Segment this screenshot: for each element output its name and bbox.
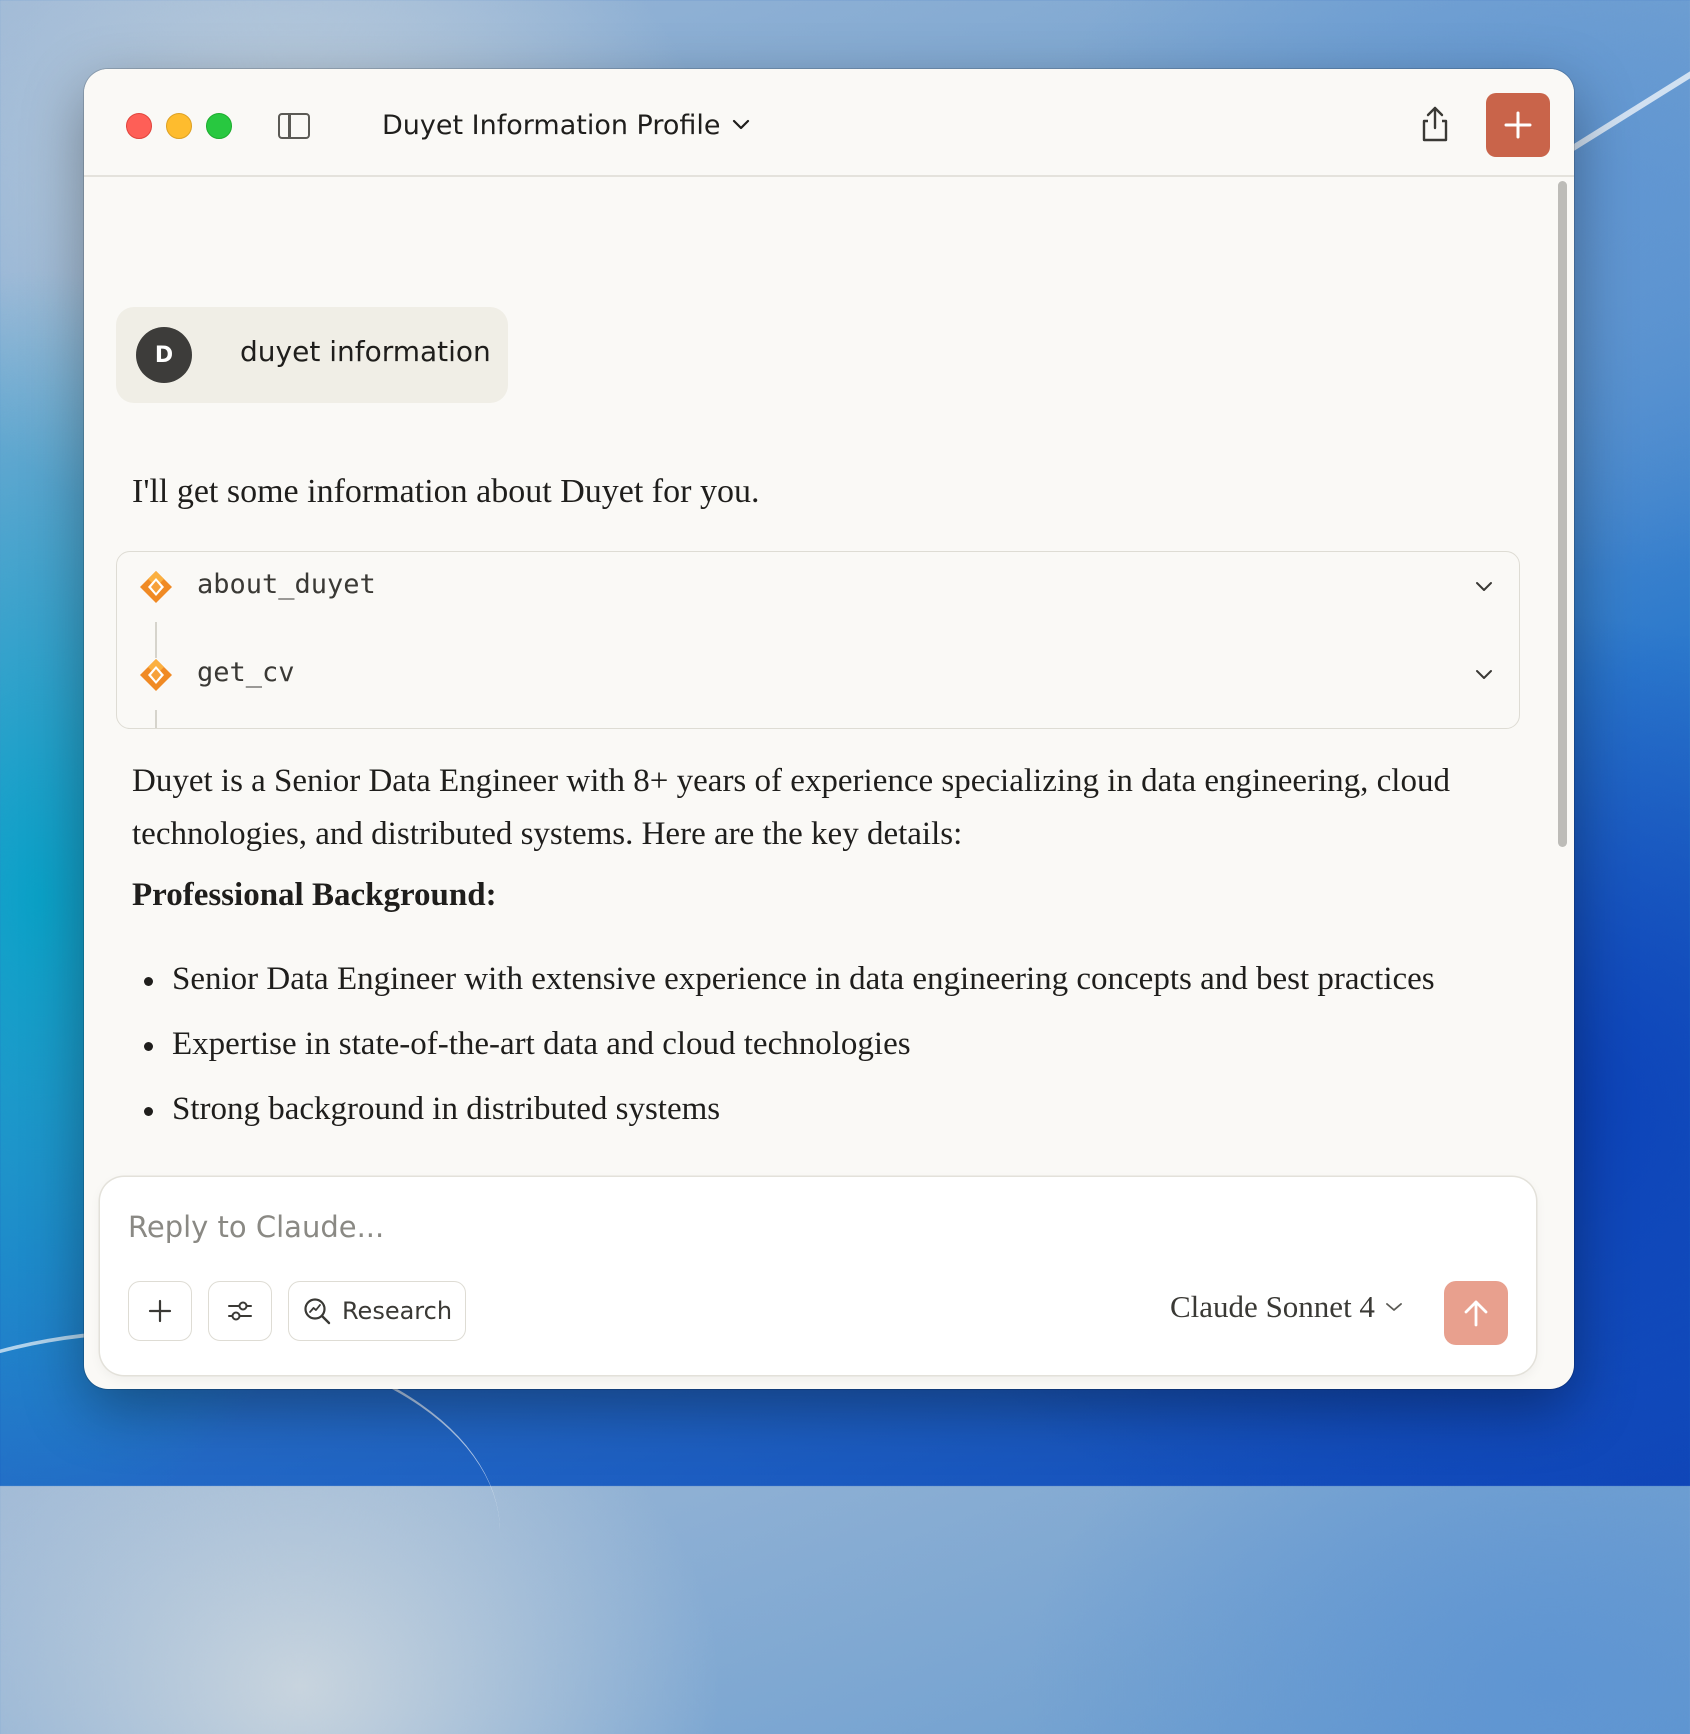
sliders-icon (226, 1298, 254, 1324)
assistant-summary: Duyet is a Senior Data Engineer with 8+ years of experience specializing in data engineering, cloud technologies, and distributed systems. Here are the key details: (132, 763, 1450, 852)
chevron-down-icon[interactable] (1473, 576, 1495, 598)
app-window (84, 69, 1574, 1389)
plus-icon (1503, 110, 1533, 140)
reply-input[interactable] (128, 1201, 1228, 1253)
sidebar-toggle-icon[interactable] (278, 113, 310, 139)
model-name: Sonnet 4 (1265, 1289, 1375, 1324)
share-icon (1417, 104, 1453, 144)
tool-calls-panel (116, 551, 1520, 729)
tools-settings-button[interactable] (208, 1281, 272, 1341)
model-selector[interactable] (1170, 1289, 1403, 1325)
chevron-down-icon (731, 118, 751, 132)
tool-connector-line (155, 710, 157, 728)
tool-call-about-duyet[interactable] (117, 556, 1519, 616)
bullet-list (132, 953, 1512, 1148)
send-button[interactable] (1444, 1281, 1508, 1345)
minimize-window-button[interactable] (166, 113, 192, 139)
research-search-icon (302, 1296, 332, 1326)
assistant-intro: I'll get some information about Duyet for you. (132, 473, 760, 510)
mcp-diamond-icon (137, 568, 175, 606)
wallpaper-arc (0, 1330, 500, 1734)
arrow-up-icon (1462, 1298, 1490, 1328)
list-item: Expertise in state-of-the-art data and cloud technologies (132, 1018, 1512, 1071)
add-attachment-button[interactable] (128, 1281, 192, 1341)
conversation-title: Duyet Information Profile (382, 109, 721, 141)
close-window-button[interactable] (126, 113, 152, 139)
model-brand: Claude (1170, 1289, 1258, 1324)
list-item: Strong background in distributed systems (132, 1083, 1512, 1136)
new-chat-button[interactable] (1486, 93, 1550, 157)
tool-call-get-cv[interactable] (117, 644, 1519, 704)
chevron-down-icon (1385, 1301, 1403, 1313)
wallpaper-stripe (1563, 66, 1690, 156)
plus-icon (147, 1298, 173, 1324)
tool-name: get_cv (197, 657, 295, 688)
conversation-title-menu[interactable] (382, 105, 751, 145)
maximize-window-button[interactable] (206, 113, 232, 139)
avatar: D (136, 327, 192, 383)
tool-name: about_duyet (197, 569, 376, 600)
reply-composer (100, 1177, 1536, 1375)
research-button[interactable] (288, 1281, 466, 1341)
share-button[interactable] (1417, 104, 1453, 144)
section-heading: Professional Background: (132, 877, 497, 913)
research-label: Research (341, 1297, 453, 1325)
list-item: Senior Data Engineer with extensive experience in data engineering concepts and best practices (132, 953, 1512, 1006)
title-bar (84, 69, 1574, 177)
user-message (116, 307, 508, 403)
mcp-diamond-icon (137, 656, 175, 694)
user-message-text: duyet information (240, 335, 491, 368)
chevron-down-icon[interactable] (1473, 664, 1495, 686)
